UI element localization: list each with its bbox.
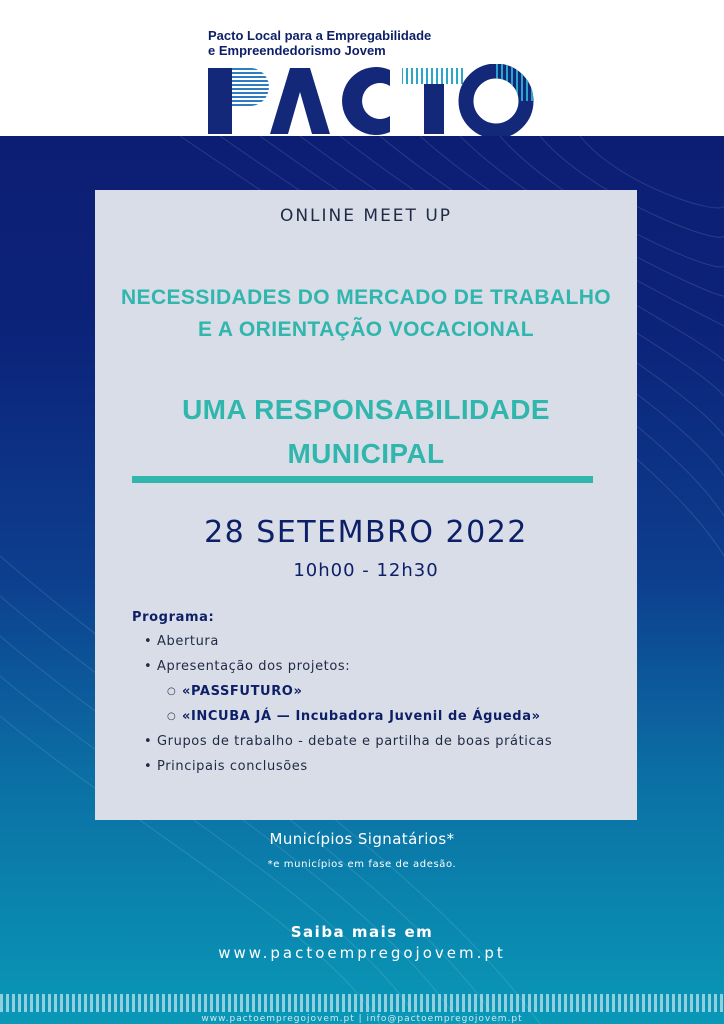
event-subtitle-line-1: UMA RESPONSABILIDADE: [182, 394, 550, 425]
footer-contact-text: www.pactoempregojovem.pt | info@pactoempregojovem.pt: [201, 1014, 523, 1024]
program: [132, 610, 622, 779]
signatories-note: *e municípios em fase de adesão.: [267, 859, 457, 870]
organization-name: [208, 28, 508, 58]
event-date: 28 SETEMBRO 2022: [204, 515, 528, 550]
list-item: [132, 754, 622, 779]
event-subtitle: [95, 388, 637, 476]
bullet-icon: •: [144, 634, 153, 649]
divider: [132, 476, 593, 483]
circle-bullet-icon: ○: [167, 686, 177, 697]
list-item: [132, 654, 622, 679]
event-title-line-2: E A ORIENTAÇÃO VOCACIONAL: [198, 318, 534, 341]
event-subtitle-line-2: MUNICIPAL: [287, 438, 445, 469]
bullet-icon: •: [144, 659, 153, 674]
header: [0, 0, 724, 136]
list-item-text: Abertura: [157, 634, 219, 649]
bullet-icon: •: [144, 734, 153, 749]
list-item-text: Grupos de trabalho - debate e partilha de boas práticas: [157, 734, 553, 749]
organization-name-line-2: e Empreendedorismo Jovem: [208, 43, 386, 58]
organization-name-line-1: Pacto Local para a Empregabilidade: [208, 28, 432, 43]
program-heading: Programa:: [132, 610, 215, 625]
pacto-logo: [206, 64, 536, 136]
list-item: [132, 629, 622, 654]
more-info-label: Saiba mais em: [290, 923, 434, 941]
signatories-label: Municípios Signatários*: [269, 830, 455, 848]
event-title-line-1: NECESSIDADES DO MERCADO DE TRABALHO: [120, 286, 612, 309]
event-panel: [95, 190, 637, 820]
circle-bullet-icon: ○: [167, 711, 177, 722]
list-item-text: Principais conclusões: [157, 759, 308, 774]
bullet-icon: •: [144, 759, 153, 774]
list-item: [132, 729, 622, 754]
event-title: [95, 282, 637, 346]
sub-list-item: [132, 704, 622, 729]
sub-list-item-text: «INCUBA JÁ — Incubadora Juvenil de Águeda»: [182, 709, 541, 724]
stripe-band: [0, 994, 724, 1012]
sub-list-item: [132, 679, 622, 704]
event-time: 10h00 - 12h30: [293, 560, 439, 581]
list-item-text: Apresentação dos projetos:: [157, 659, 351, 674]
sub-list-item-text: «PASSFUTURO»: [182, 684, 303, 699]
website-link[interactable]: www.pactoempregojovem.pt: [218, 944, 506, 962]
event-kicker: ONLINE MEET UP: [279, 206, 453, 226]
